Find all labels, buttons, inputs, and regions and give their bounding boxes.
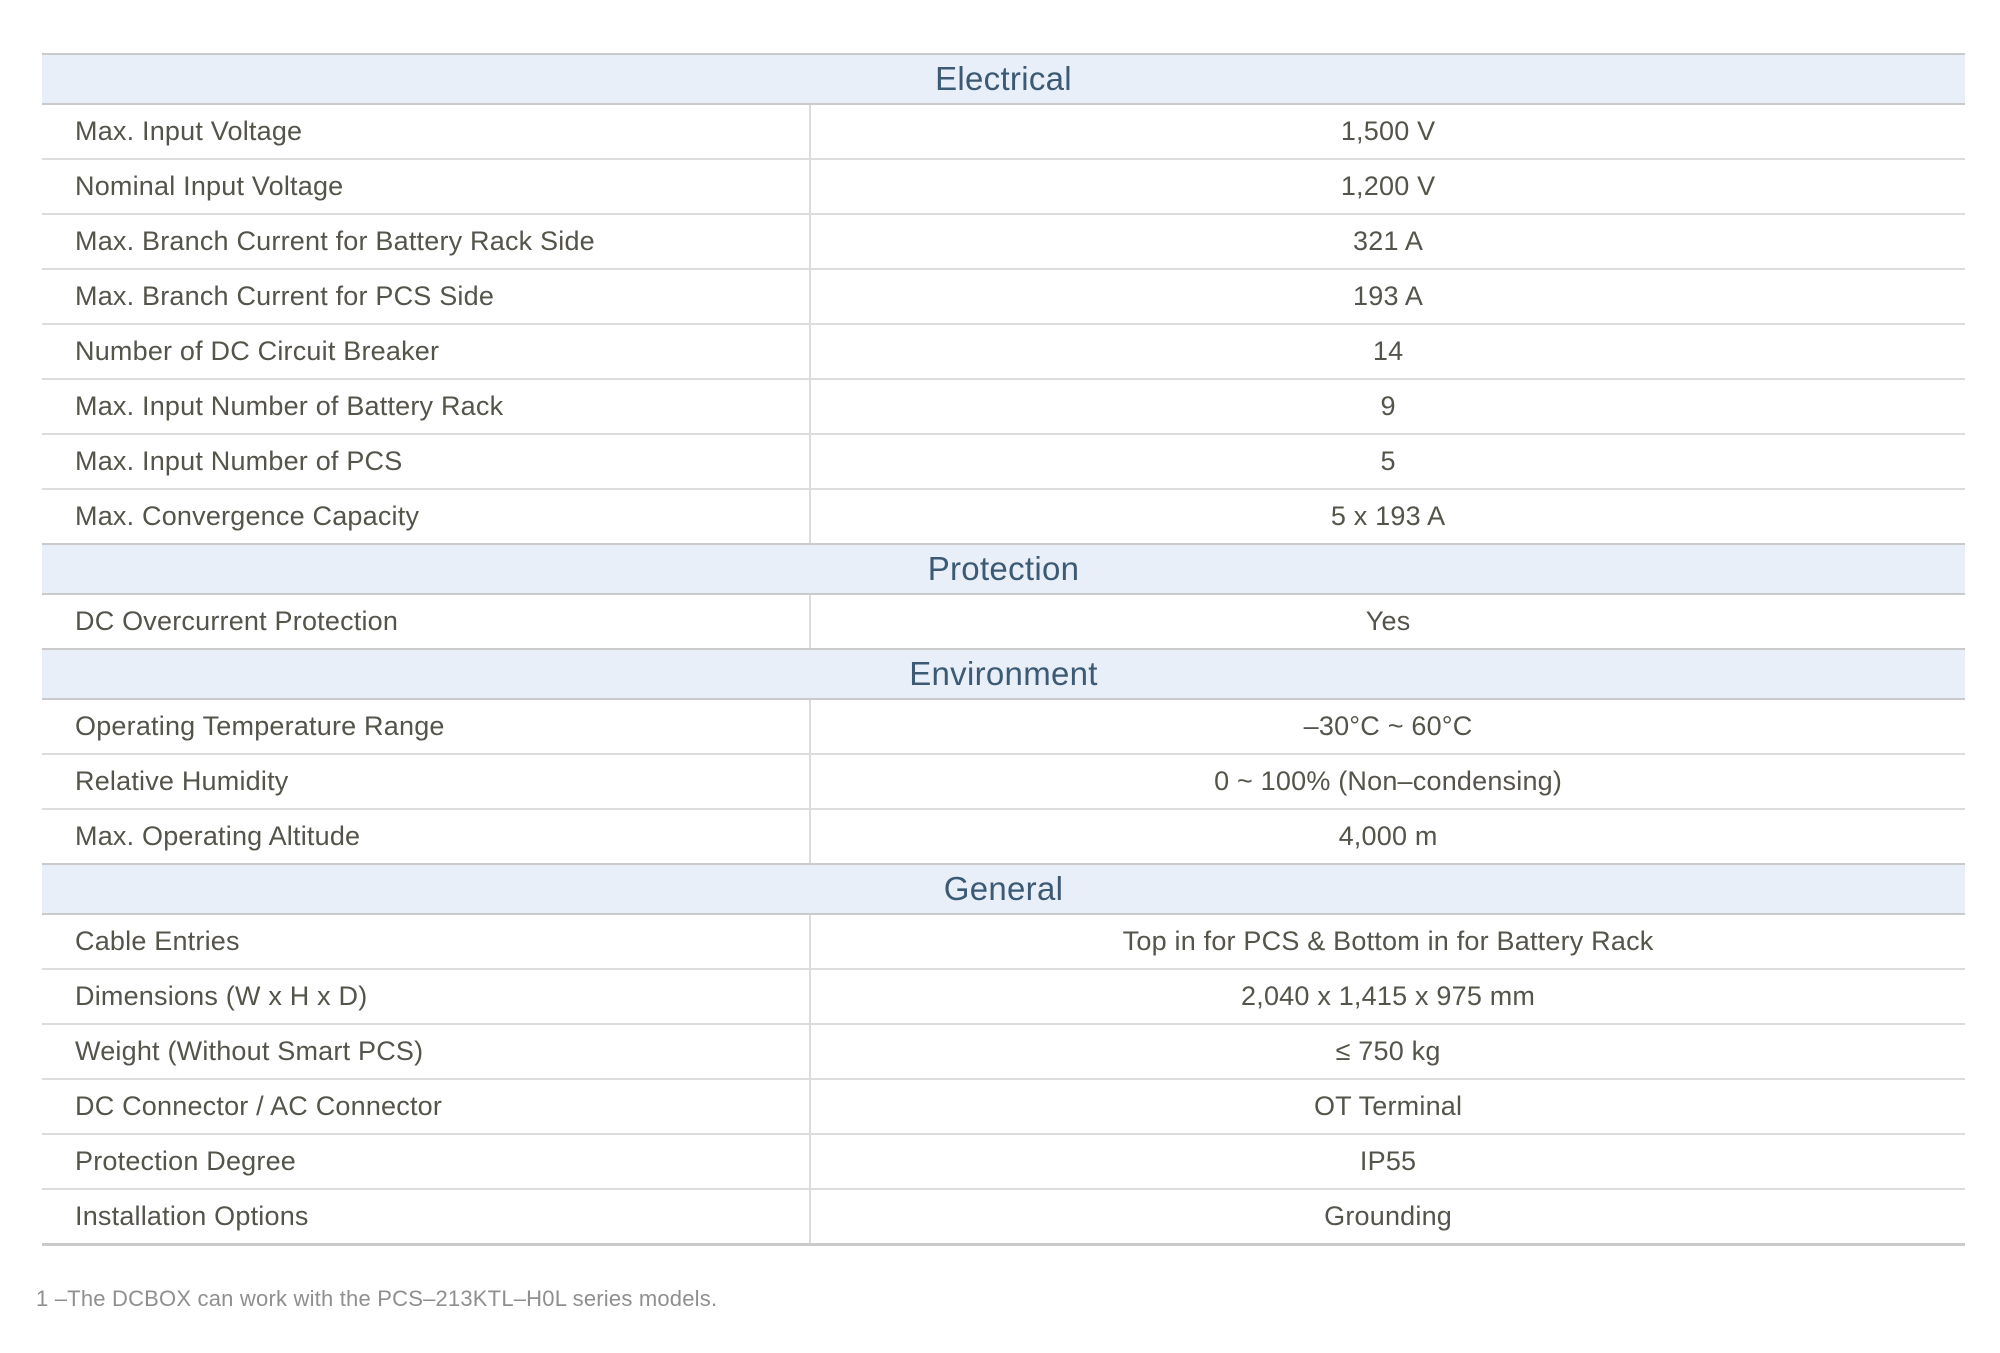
spec-value: ≤ 750 kg [1335, 1036, 1441, 1066]
spec-label: DC Connector / AC Connector [42, 1080, 811, 1133]
section-title: Environment [909, 655, 1098, 692]
section-header-band [42, 863, 1965, 915]
spec-label: Operating Temperature Range [42, 700, 811, 753]
spec-row [42, 105, 1965, 158]
spec-label: Cable Entries [42, 915, 811, 968]
spec-row [42, 323, 1965, 378]
spec-value: 0 ~ 100% (Non–condensing) [1214, 766, 1563, 796]
spec-label: Max. Input Number of Battery Rack [42, 380, 811, 433]
spec-row [42, 268, 1965, 323]
footnote: 1 –The DCBOX can work with the PCS–213KTL–H0L series models. [36, 1286, 718, 1311]
spec-value: IP55 [1359, 1146, 1417, 1176]
spec-label: Relative Humidity [42, 755, 811, 808]
spec-label: Number of DC Circuit Breaker [42, 325, 811, 378]
section-header-band [42, 543, 1965, 595]
spec-label: Max. Branch Current for Battery Rack Side [42, 215, 811, 268]
spec-row [42, 213, 1965, 268]
spec-row [42, 433, 1965, 488]
spec-row [42, 1023, 1965, 1078]
section-header-band [42, 648, 1965, 700]
section-title: Electrical [935, 60, 1072, 97]
spec-value: 321 A [1353, 226, 1424, 256]
spec-row [42, 753, 1965, 808]
spec-value: Grounding [1324, 1201, 1453, 1231]
spec-label: Max. Convergence Capacity [42, 490, 811, 543]
spec-label: Weight (Without Smart PCS) [42, 1025, 811, 1078]
spec-row [42, 595, 1965, 648]
spec-row [42, 378, 1965, 433]
section-header-band [42, 53, 1965, 105]
spec-value: 2,040 x 1,415 x 975 mm [1241, 981, 1536, 1011]
spec-value: Yes [1365, 606, 1411, 636]
spec-value: 14 [1372, 336, 1404, 366]
spec-label: Max. Branch Current for PCS Side [42, 270, 811, 323]
spec-value: 1,500 V [1340, 116, 1436, 146]
spec-row [42, 1188, 1965, 1243]
spec-row [42, 158, 1965, 213]
spec-value: 1,200 V [1340, 171, 1436, 201]
spec-row [42, 488, 1965, 543]
spec-row [42, 808, 1965, 863]
spec-value: 5 x 193 A [1330, 501, 1446, 531]
spec-row [42, 968, 1965, 1023]
spec-row [42, 700, 1965, 753]
spec-row [42, 1078, 1965, 1133]
spec-value: OT Terminal [1313, 1091, 1463, 1121]
section-title: General [943, 870, 1064, 907]
spec-label: Max. Input Number of PCS [42, 435, 811, 488]
spec-value: 4,000 m [1338, 821, 1438, 851]
spec-value: 193 A [1353, 281, 1424, 311]
spec-label: Installation Options [42, 1190, 811, 1243]
spec-label: DC Overcurrent Protection [42, 595, 811, 648]
spec-label: Nominal Input Voltage [42, 160, 811, 213]
spec-value: 5 [1380, 446, 1396, 476]
spec-value: 9 [1380, 391, 1396, 421]
spec-row [42, 915, 1965, 968]
spec-row [42, 1133, 1965, 1188]
spec-label: Max. Input Voltage [42, 105, 811, 158]
spec-label: Protection Degree [42, 1135, 811, 1188]
section-title: Protection [927, 550, 1080, 587]
spec-label: Dimensions (W x H x D) [42, 970, 811, 1023]
spec-table [42, 53, 1965, 1246]
spec-value: –30°C ~ 60°C [1303, 711, 1473, 741]
spec-value: Top in for PCS & Bottom in for Battery Rack [1122, 926, 1654, 956]
spec-label: Max. Operating Altitude [42, 810, 811, 863]
